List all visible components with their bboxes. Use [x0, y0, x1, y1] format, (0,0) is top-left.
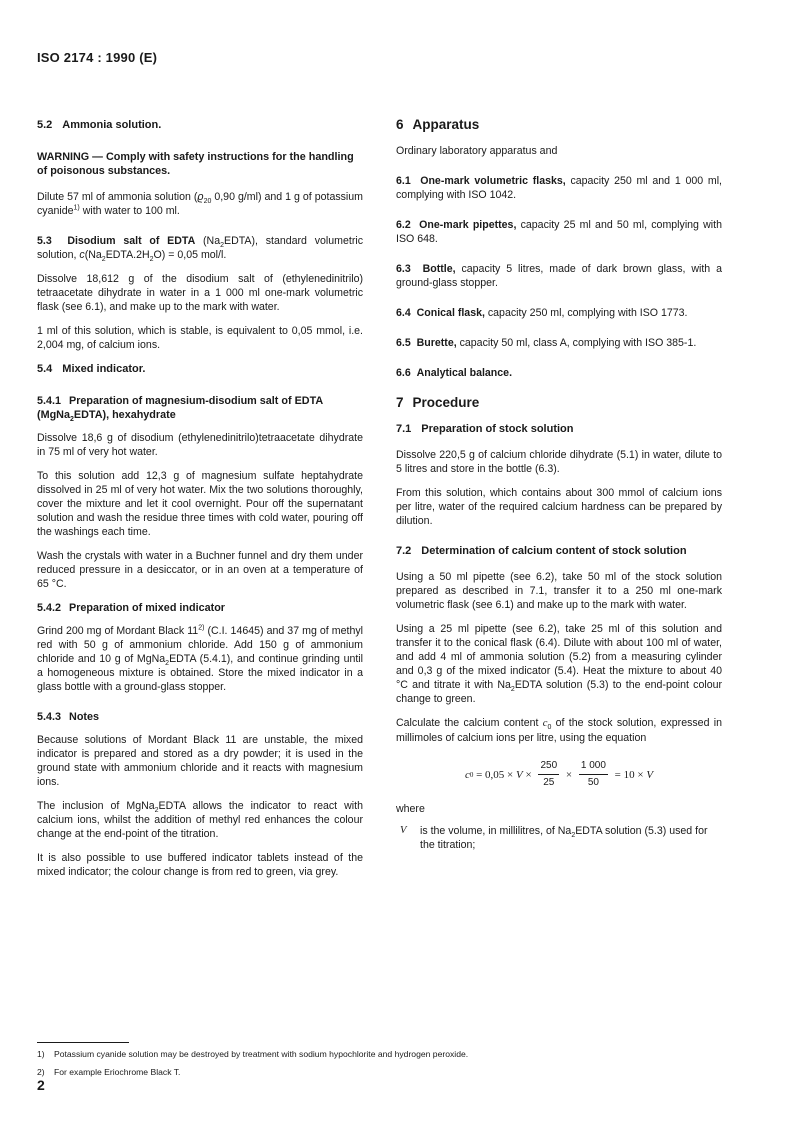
left-column — [37, 118, 363, 889]
paragraph-5-4-1-a: Dissolve 18,6 g of disodium (ethylenedinitrilo)tetraacetate dihydrate in 75 ml of very hot water. — [37, 432, 363, 458]
paragraph-7-2-b: Using a 25 ml pipette (see 6.2), take 25 ml of this solution and transfer it to the conical flask (6.4). Dilute with about 100 ml of water, and add 4 ml of ammonia solution (5.2) from a measuring cylinder and 0,3 g of the mixed indicator (5.4). Heat the mixture to about 40 °C and titrate it with $Na_2EDTA$ solution (5.3) to the end-point colour change to green. — [396, 623, 723, 705]
item-6-6: 6.6 Analytical balance. — [396, 367, 513, 379]
item-6-3: 6.3 Bottle, capacity 5 litres, made of dark brown glass, with a ground-glass stopper. — [396, 263, 722, 289]
page-number: 2 — [37, 1077, 45, 1093]
paragraph-dissolve: Dissolve 18,612 g of the disodium salt of (ethylenedinitrilo) tetraacetate dihydrate in water in a 1 000 ml one-mark volumetric flask (see 6.1), and make up to the mark with water. — [37, 273, 363, 313]
footnote-2: 2) For example Eriochrome Black T. — [37, 1067, 181, 1077]
paragraph-5-4-2: Grind 200 mg of Mordant Black 11$^{2)}$ (C.I. 14645) and 37 mg of methyl red with 50 g of ammonium chloride. Add 150 g of ammonium chloride and 10 g of MgNa$_2$EDTA (5.4.1), and continue grinding until a homogeneous mixture is obtained. Store the mixed indicator in a glass bottle with a ground-glass stopper. — [37, 624, 363, 693]
section-heading-7-2: 7.2 Determination of calcium content of stock solution — [396, 545, 687, 557]
paragraph-6: Ordinary laboratory apparatus and — [396, 145, 558, 157]
calcium-content-equation: c 0 = 0,05 × V × $\frac{250}{25}$ × $\frac{1 000}{50}$ = 10 × V — [464, 760, 654, 788]
paragraph-7-1-b: From this solution, which contains about 300 mmol of calcium ions per litre, water of the required calcium hardness can be prepared by dilution. — [396, 487, 722, 527]
section-heading-5-4-2: 5.4.2 Preparation of mixed indicator — [37, 602, 226, 614]
fraction-250-25: $\frac{250}{25}$ — [540, 760, 558, 788]
paragraph-7-2-c: Calculate the calcium content $c_0$ of the stock solution, expressed in millimoles of calcium ions per litre, using the equation — [396, 717, 723, 744]
section-heading-7-1: 7.1 Preparation of stock solution — [396, 423, 574, 435]
fraction-1000-50: $\frac{1 000}{50}$ — [580, 760, 606, 788]
paragraph-7-2-a: Using a 50 ml pipette (see 6.2), take 50 ml of the stock solution prepared as described in 7.1, transfer it to a 250 ml one-mark volumetric flask (see 6.1) and make up to the mark with water. — [396, 571, 722, 611]
section-heading-5-4: 5.4 Mixed indicator. — [37, 363, 146, 375]
right-column — [396, 118, 722, 852]
footnotes — [37, 1048, 468, 1084]
paragraph-5-4-3-a: Because solutions of Mordant Black 11 are unstable, the mixed indicator is prepared and stored as a dry powder; it is used in the ground state with ammonium chloride and it reacts with magnesium ions. — [37, 734, 363, 788]
item-6-5: 6.5 Burette, capacity 50 ml, class A, complying with ISO 385-1. — [396, 337, 697, 349]
paragraph-5-4-3-c: It is also possible to use buffered indicator tablets instead of the mixed indicator; the colour change is from red to green, via grey. — [37, 852, 363, 878]
paragraph-dilute: Dilute 57 ml of ammonia solution ($ϱ_{20}$ 0,90 g/ml) and 1 g of potassium cyanide$^{1)}$ with water to 100 ml. — [37, 191, 364, 217]
item-6-4: 6.4 Conical flask, capacity 250 ml, complying with ISO 1773. — [396, 307, 688, 319]
footnote-ref-1: 1) — [73, 204, 80, 212]
section-heading-5-4-1: 5.4.1 Preparation of magnesium-disodium salt of EDTA (MgNa$_2$EDTA), hexahydrate — [37, 395, 323, 424]
paragraph-5-4-1-c: Wash the crystals with water in a Buchner funnel and dry them under reduced pressure in a desiccator, or in an oven at a temperature of 65 °C. — [37, 550, 363, 590]
paragraph-7-1-a: Dissolve 220,5 g of calcium chloride dihydrate (5.1) in water, dilute to 5 litres and store in the bottle (6.3). — [396, 449, 722, 475]
document-header: ISO 2174 : 1990 (E) — [37, 50, 158, 65]
where-label: where — [396, 803, 425, 815]
section-heading-5-4-3: 5.4.3 Notes — [37, 711, 100, 723]
paragraph-5-4-3-b: The inclusion of MgNa$_2$EDTA allows the indicator to react with calcium ions, whilst the addition of methyl red enhances the colour change at the end-point of the titration. — [37, 800, 363, 840]
where-definition-v: V is the volume, in millilitres, of $Na_2EDTA$ solution (5.3) used for the titration; — [400, 825, 708, 851]
section-heading-5-2: 5.2 Ammonia solution. — [37, 119, 162, 131]
section-heading-5-3: 5.3 Disodium salt of EDTA $(Na_2EDTA)$, standard volumetric solution, $c(Na_2EDTA.2H_2O) = 0,05$ mol/l. — [37, 235, 364, 264]
item-6-1: 6.1 One-mark volumetric flasks, capacity 250 ml and 1 000 ml, complying with ISO 1042. — [396, 175, 722, 201]
paragraph-5-4-1-b: To this solution add 12,3 g of magnesium sulfate heptahydrate dissolved in 25 ml of very hot water. Mix the two solutions thoroughly, cover the mixture and let it cool overnight. Pour off the supernatant solution and wash the residue three times with cold water, pouring off the washings each time. — [37, 470, 363, 538]
footnote-1: 1) Potassium cyanide solution may be destroyed by treatment with sodium hypochlorite and hydrogen peroxide. — [37, 1049, 469, 1059]
footnote-divider — [37, 1042, 129, 1043]
footnote-ref-2: 2) — [198, 624, 205, 632]
paragraph-equivalent: 1 ml of this solution, which is stable, is equivalent to 0,05 mmol, i.e. 2,004 mg, of calcium ions. — [37, 325, 363, 351]
section-heading-6: 6 Apparatus — [396, 117, 480, 132]
warning-text: WARNING — Comply with safety instructions for the handling of poisonous substances. — [37, 151, 354, 177]
section-heading-7: 7 Procedure — [396, 395, 480, 410]
item-6-2: 6.2 One-mark pipettes, capacity 25 ml and 50 ml, complying with ISO 648. — [396, 219, 722, 245]
